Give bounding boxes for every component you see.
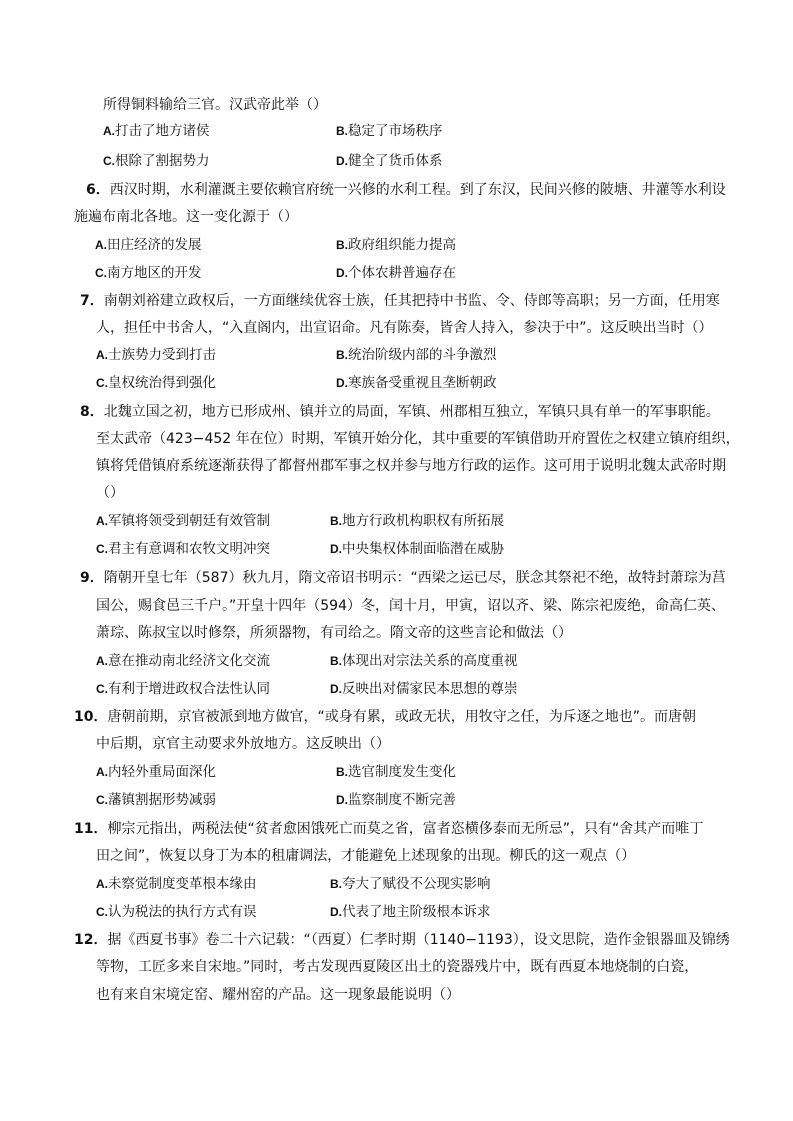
option-text: 未察觉制度变革根本缘由 <box>108 876 257 892</box>
option-letter: B. <box>336 765 348 779</box>
question-7-option-c <box>96 373 216 393</box>
question-12-stem-line-3: 也有来自宋境定窑、耀州窑的产品。这一现象最能说明（） <box>96 987 460 1003</box>
question-6-option-b <box>336 235 456 255</box>
question-number: 9． <box>80 570 104 586</box>
option-text: 士族势力受到打击 <box>108 347 216 363</box>
question-8-stem-line-2: 至太武帝（423−452 年在位）时期，军镇开始分化，其中重要的军镇借助开府置佐之权建立镇府组织， <box>96 431 740 447</box>
stem-text: 西汉时期，水利灌溉主要依赖官府统一兴修的水利工程。到了东汉，民间兴修的陂塘、井灌等水利设 <box>109 182 726 198</box>
option-text: 体现出对宗法关系的高度重视 <box>342 653 518 669</box>
question-9-stem-line-1 <box>80 568 726 588</box>
option-letter: C. <box>96 542 108 556</box>
option-letter: D. <box>330 682 342 696</box>
option-text: 夸大了赋役不公现实影响 <box>342 876 491 892</box>
question-11-option-c <box>96 902 257 922</box>
question-12-stem-line-1 <box>74 930 730 950</box>
option-letter: A. <box>96 348 108 362</box>
question-10-option-b <box>336 762 456 782</box>
question-10-option-d <box>336 790 456 810</box>
question-8-stem-line-1 <box>80 402 720 422</box>
question-5-option-c <box>103 151 210 171</box>
question-11-option-d <box>330 902 491 922</box>
question-9-option-a <box>96 651 270 671</box>
question-10-stem-line-2: 中后期，京官主动要求外放地方。这反映出（） <box>96 736 390 752</box>
option-text: 稳定了市场秩序 <box>348 123 443 139</box>
question-number: 7． <box>80 293 104 309</box>
question-8-option-d <box>330 539 504 559</box>
stem-text: 柳宗元指出，两税法使“贫者愈困饿死亡而莫之省，富者恣横侈泰而无所忌”，只有“舍其产而唯丁 <box>107 821 704 837</box>
option-letter: A. <box>103 124 115 138</box>
option-letter: A. <box>96 514 108 528</box>
option-text: 君主有意调和农牧文明冲突 <box>108 541 270 557</box>
option-text: 反映出对儒家民本思想的尊崇 <box>342 681 518 697</box>
question-9-stem-line-2: 国公，赐食邑三千户。”开皇十四年（594）冬，闰十月，甲寅，诏以齐、梁、陈宗祀废绝，命高仁英、 <box>96 598 725 614</box>
question-5-option-b <box>336 121 443 141</box>
option-letter: C. <box>96 682 108 696</box>
question-6-stem-line-1 <box>86 180 726 200</box>
stem-text: 据《西夏书事》卷二十六记载：“（西夏）仁孝时期（1140−1193），设文思院，造作金银器皿及锦绣 <box>107 932 730 948</box>
option-text: 南方地区的开发 <box>107 265 202 281</box>
question-7-option-a <box>96 345 216 365</box>
option-letter: B. <box>336 348 348 362</box>
stem-text: 南朝刘裕建立政权后，一方面继续优容士族，任其把持中书监、令、侍郎等高职；另一方面，任用寒 <box>103 293 720 309</box>
option-letter: C. <box>95 266 107 280</box>
option-text: 个体农耕普遍存在 <box>348 265 456 281</box>
question-11-option-b <box>330 874 491 894</box>
question-number: 6． <box>86 182 110 198</box>
question-8-option-a <box>96 511 270 531</box>
option-letter: B. <box>336 124 348 138</box>
option-text: 皇权统治得到强化 <box>108 375 216 391</box>
option-letter: B. <box>330 654 342 668</box>
option-text: 地方行政机构职权有所拓展 <box>342 513 504 529</box>
option-letter: A. <box>96 765 108 779</box>
question-9-option-b <box>330 651 518 671</box>
question-8-stem-line-3: 镇将凭借镇府系统逐渐获得了都督州郡军事之权并参与地方行政的运作。这可用于说明北魏太武帝时期 <box>96 458 726 474</box>
option-letter: C. <box>96 376 108 390</box>
question-7-stem-line-1 <box>80 291 720 311</box>
question-6-option-c <box>95 263 202 283</box>
question-11-option-a <box>96 874 257 894</box>
question-6-option-a <box>95 235 202 255</box>
option-text: 代表了地主阶级根本诉求 <box>342 904 491 920</box>
question-10-option-c <box>96 790 216 810</box>
question-11-stem-line-1 <box>74 819 703 839</box>
question-number: 8． <box>80 404 104 420</box>
question-8-option-b <box>330 511 504 531</box>
option-letter: D. <box>336 793 348 807</box>
option-text: 政府组织能力提高 <box>348 237 456 253</box>
option-text: 监察制度不断完善 <box>348 792 456 808</box>
question-5-stem-tail: 所得铜料输给三官。汉武帝此举（） <box>103 97 327 113</box>
option-letter: A. <box>96 654 108 668</box>
option-text: 中央集权体制面临潜在威胁 <box>342 541 504 557</box>
question-9-option-c <box>96 679 270 699</box>
option-text: 内轻外重局面深化 <box>108 764 216 780</box>
option-letter: A. <box>95 238 107 252</box>
stem-text: 唐朝前期，京官被派到地方做官，“或身有累，或政无状，用牧守之任，为斥逐之地也”。而唐朝 <box>107 709 696 725</box>
question-11-stem-line-2: 田之间”，恢复以身丁为本的租庸调法，才能避免上述现象的出现。柳氏的这一观点（） <box>96 848 636 864</box>
option-letter: C. <box>96 793 108 807</box>
stem-text: 隋朝开皇七年（587）秋九月，隋文帝诏书明示：“西梁之运已尽，朕念其祭祀不绝，故特封萧琮为莒 <box>103 570 726 586</box>
question-5-option-a <box>103 121 210 141</box>
option-text: 有利于增进政权合法性认同 <box>108 681 270 697</box>
option-letter: A. <box>96 877 108 891</box>
question-7-option-d <box>336 373 497 393</box>
question-7-option-b <box>336 345 497 365</box>
option-text: 统治阶级内部的斗争激烈 <box>348 347 497 363</box>
option-text: 意在推动南北经济文化交流 <box>108 653 270 669</box>
option-text: 田庄经济的发展 <box>107 237 202 253</box>
option-text: 军镇将领受到朝廷有效管制 <box>108 513 270 529</box>
stem-text: 北魏立国之初，地方已形成州、镇并立的局面，军镇、州郡相互独立，军镇只具有单一的军事职能。 <box>103 404 720 420</box>
question-9-option-d <box>330 679 518 699</box>
option-text: 选官制度发生变化 <box>348 764 456 780</box>
option-text: 寒族备受重视且垄断朝政 <box>348 375 497 391</box>
question-number: 11． <box>74 821 108 837</box>
question-8-option-c <box>96 539 270 559</box>
question-number: 12． <box>74 932 108 948</box>
option-letter: D. <box>330 905 342 919</box>
option-text: 藩镇割据形势减弱 <box>108 792 216 808</box>
question-5-option-d <box>336 151 443 171</box>
question-number: 10． <box>74 709 108 725</box>
question-8-stem-line-4: （） <box>96 485 124 501</box>
question-10-option-a <box>96 762 216 782</box>
option-letter: D. <box>336 266 348 280</box>
option-letter: C. <box>96 905 108 919</box>
question-12-stem-line-2: 等物，工匠多来自宋地。”同时，考古发现西夏陵区出土的瓷器残片中，既有西夏本地烧制的白瓷， <box>96 959 699 975</box>
option-letter: C. <box>103 154 115 168</box>
option-text: 认为税法的执行方式有误 <box>108 904 257 920</box>
question-6-stem-line-2: 施遍布南北各地。这一变化源于（） <box>74 209 298 225</box>
question-6-option-d <box>336 263 456 283</box>
option-letter: D. <box>336 154 348 168</box>
option-text: 打击了地方诸侯 <box>115 123 210 139</box>
option-text: 健全了货币体系 <box>348 153 443 169</box>
option-letter: D. <box>330 542 342 556</box>
question-7-stem-line-2: 人，担任中书舍人，“入直阁内，出宣诏命。凡有陈奏，皆舍人持入，参决于中”。这反映出当时（） <box>96 320 713 336</box>
option-letter: D. <box>336 376 348 390</box>
option-letter: B. <box>330 877 342 891</box>
question-9-stem-line-3: 萧琮、陈叔宝以时修祭，所须器物，有司给之。隋文帝的这些言论和做法（） <box>96 625 572 641</box>
question-10-stem-line-1 <box>74 707 696 727</box>
option-letter: B. <box>330 514 342 528</box>
option-text: 根除了割据势力 <box>115 153 210 169</box>
option-letter: B. <box>336 238 348 252</box>
